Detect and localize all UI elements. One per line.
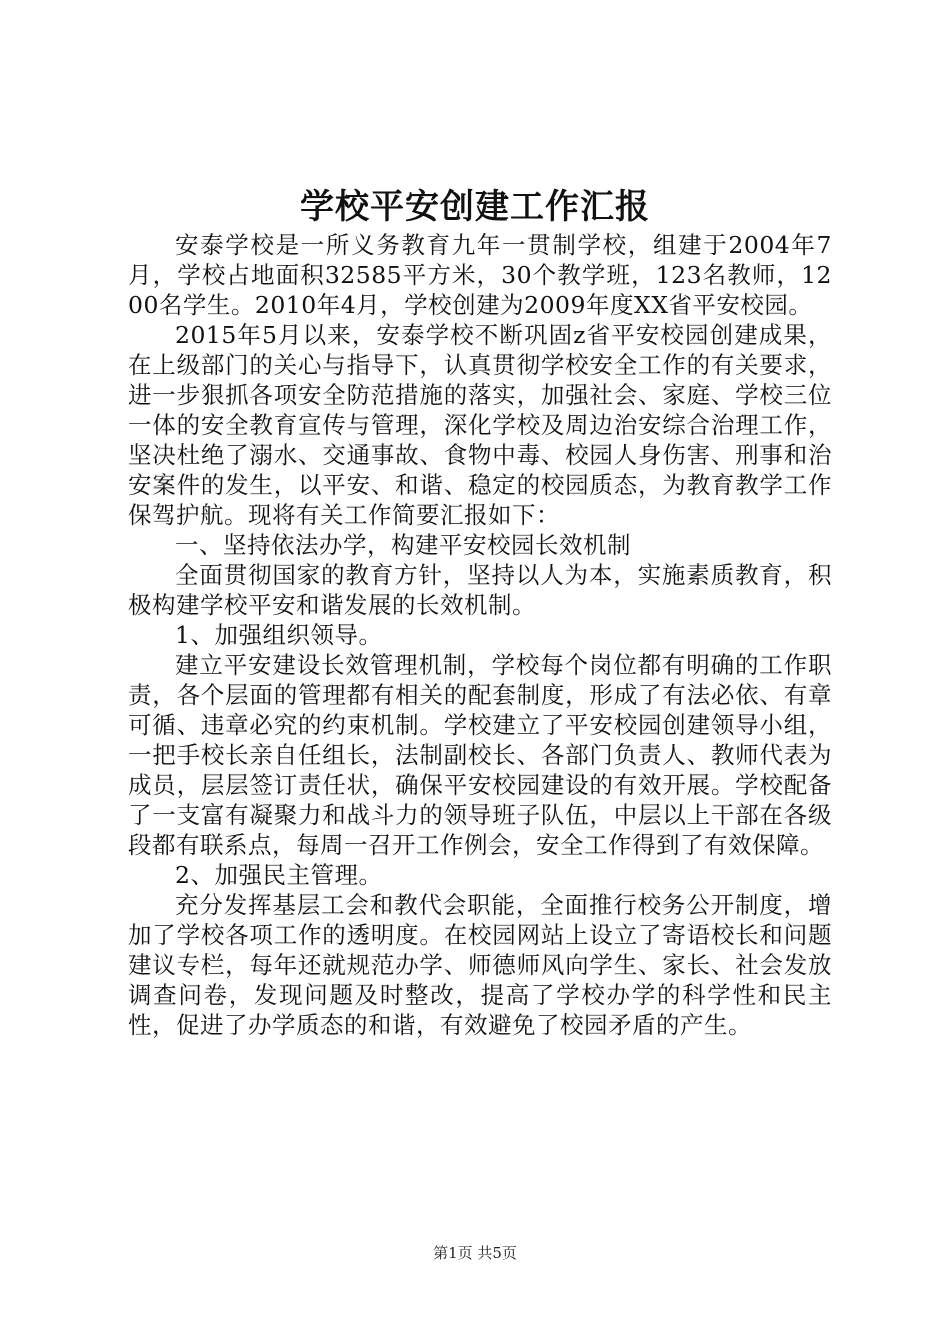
paragraph-school-intro: 安泰学校是一所义务教育九年一贯制学校，组建于2004年7月，学校占地面积32585平方米，30个教学班，123名教师，1200名学生。2010年4月，学校创建为2009年度XX省平安校园。: [128, 231, 832, 319]
paragraph-democratic-management: 充分发挥基层工会和教代会职能，全面推行校务公开制度，增加了学校各项工作的透明度。在校园网站上设立了寄语校长和问题建议专栏，每年还就规范办学、师德师风向学生、家长、社会发放调查问卷，发现问题及时整改，提高了学校办学的科学性和民主性，促进了办学质态的和谐，有效避免了校园矛盾的产生。: [128, 891, 832, 1039]
paragraph-organization: 建立平安建设长效管理机制，学校每个岗位都有明确的工作职责，各个层面的管理都有相关的配套制度，形成了有法必依、有章可循、违章必究的约束机制。学校建立了平安校园创建领导小组，一把手校长亲自任组长，法制副校长、各部门负责人、教师代表为成员，层层签订责任状，确保平安校园建设的有效开展。学校配备了一支富有凝聚力和战斗力的领导班子队伍，中层以上干部在各级段都有联系点，每周一召开工作例会，安全工作得到了有效保障。: [128, 651, 832, 859]
paragraph-section-1-intro: 全面贯彻国家的教育方针，坚持以人为本，实施素质教育，积极构建学校平安和谐发展的长效机制。: [128, 561, 832, 619]
subheading-democratic-management: 2、加强民主管理。: [175, 861, 383, 889]
paragraph-overview: 2015年5月以来，安泰学校不断巩固z省平安校园创建成果，在上级部门的关心与指导下，认真贯彻学校安全工作的有关要求，进一步狠抓各项安全防范措施的落实，加强社会、家庭、学校三位一体的安全教育宣传与管理，深化学校及周边治安综合治理工作，坚决杜绝了溺水、交通事故、食物中毒、校园人身伤害、刑事和治安案件的发生，以平安、和谐、稳定的校园质态，为教育教学工作保驾护航。现将有关工作简要汇报如下：: [128, 321, 832, 529]
subheading-organization: 1、加强组织领导。: [175, 621, 383, 649]
document-title: 学校平安创建工作汇报: [300, 187, 650, 227]
section-heading-1: 一、坚持依法办学，构建平安校园长效机制: [175, 531, 631, 559]
document-body: [128, 230, 832, 1040]
page-number-footer: 第1页 共5页: [433, 1244, 517, 1262]
